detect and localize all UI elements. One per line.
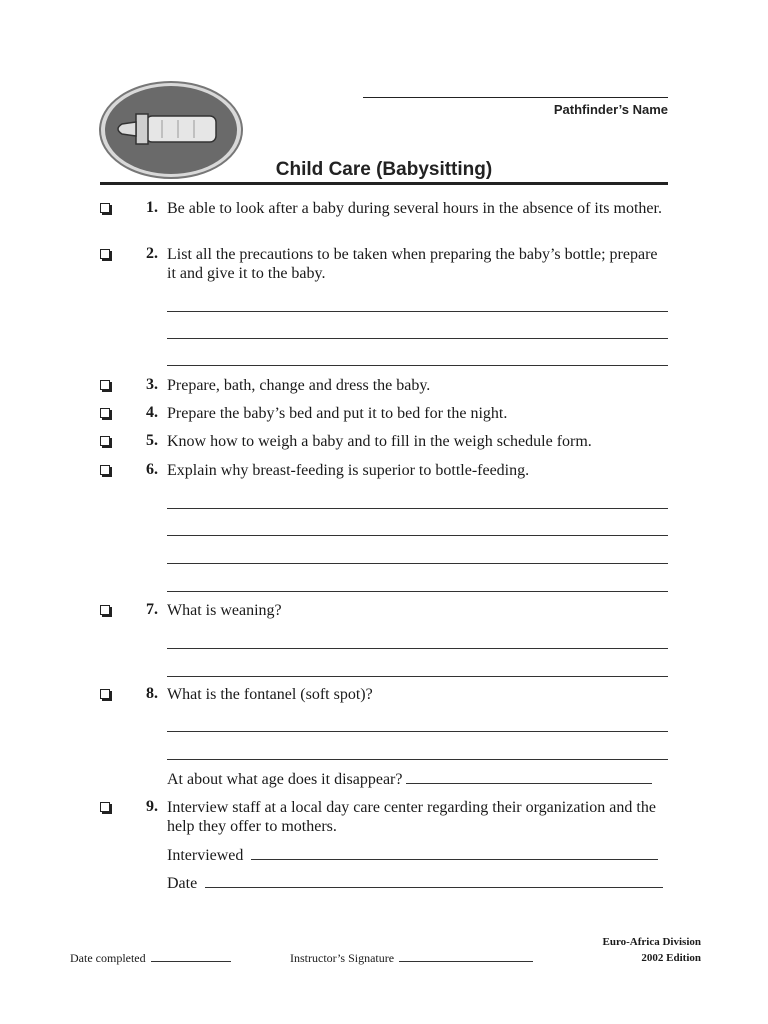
date-row bbox=[167, 873, 667, 893]
age-answer-line[interactable] bbox=[406, 769, 652, 784]
item-text: Explain why breast-feeding is superior to bottle-feeding. bbox=[167, 462, 530, 479]
interviewed-line[interactable] bbox=[251, 845, 658, 860]
checkbox-item-4[interactable] bbox=[100, 408, 110, 418]
interviewed-row bbox=[167, 845, 667, 865]
answer-line[interactable] bbox=[167, 731, 668, 732]
answer-line[interactable] bbox=[167, 508, 668, 509]
checkbox-item-9[interactable] bbox=[100, 802, 110, 812]
instructor-signature-label: Instructor’s Signature bbox=[290, 951, 395, 965]
checkbox-item-5[interactable] bbox=[100, 436, 110, 446]
item-text: Know how to weigh a baby and to fill in the weigh schedule form. bbox=[167, 433, 592, 450]
date-line[interactable] bbox=[205, 873, 663, 888]
title-rule bbox=[100, 182, 668, 185]
item-text: Interview staff at a local day care center regarding their organization and the help they offer to mothers. bbox=[167, 799, 656, 835]
item-number: 1. bbox=[146, 199, 158, 216]
division-label: Euro-Africa Division bbox=[602, 936, 701, 948]
item-number: 2. bbox=[146, 245, 158, 262]
item-number: 7. bbox=[146, 601, 158, 618]
instructor-signature-field bbox=[290, 950, 533, 966]
date-completed-label: Date completed bbox=[70, 951, 146, 965]
date-label: Date bbox=[167, 875, 198, 892]
answer-line[interactable] bbox=[167, 759, 668, 760]
item-number: 6. bbox=[146, 461, 158, 478]
checkbox-item-1[interactable] bbox=[100, 203, 110, 213]
date-completed-line[interactable] bbox=[151, 950, 231, 962]
item-text: Prepare, bath, change and dress the baby. bbox=[167, 377, 431, 394]
checkbox-item-6[interactable] bbox=[100, 465, 110, 475]
item-number: 5. bbox=[146, 432, 158, 449]
interviewed-label: Interviewed bbox=[167, 847, 244, 864]
pathfinder-name-line[interactable] bbox=[363, 97, 668, 98]
pathfinder-name-label: Pathfinder’s Name bbox=[553, 102, 668, 117]
age-question bbox=[167, 769, 667, 789]
edition-info bbox=[603, 934, 702, 966]
answer-line[interactable] bbox=[167, 338, 668, 339]
answer-line[interactable] bbox=[167, 563, 668, 564]
checkbox-item-8[interactable] bbox=[100, 689, 110, 699]
checkbox-item-2[interactable] bbox=[100, 249, 110, 259]
item-number: 4. bbox=[146, 404, 158, 421]
answer-line[interactable] bbox=[167, 648, 668, 649]
item-text: What is weaning? bbox=[167, 602, 282, 619]
answer-line[interactable] bbox=[167, 311, 668, 312]
item-text: Prepare the baby’s bed and put it to bed for the night. bbox=[167, 405, 508, 422]
date-completed-field bbox=[70, 950, 231, 966]
checkbox-item-7[interactable] bbox=[100, 605, 110, 615]
item-number: 9. bbox=[146, 798, 158, 815]
item-text: What is the fontanel (soft spot)? bbox=[167, 686, 373, 703]
answer-line[interactable] bbox=[167, 676, 668, 677]
page-title: Child Care (Babysitting) bbox=[275, 159, 493, 180]
edition-label: 2002 Edition bbox=[641, 952, 701, 964]
answer-line[interactable] bbox=[167, 535, 668, 536]
item-number: 3. bbox=[146, 376, 158, 393]
item-number: 8. bbox=[146, 685, 158, 702]
age-question-label: At about what age does it disappear? bbox=[167, 771, 403, 788]
instructor-signature-line[interactable] bbox=[399, 950, 533, 962]
item-text: Be able to look after a baby during several hours in the absence of its mother. bbox=[167, 200, 662, 217]
checkbox-item-3[interactable] bbox=[100, 380, 110, 390]
answer-line[interactable] bbox=[167, 591, 668, 592]
item-text: List all the precautions to be taken when preparing the baby’s bottle; prepare it and give it to the baby. bbox=[167, 246, 658, 282]
answer-line[interactable] bbox=[167, 365, 668, 366]
